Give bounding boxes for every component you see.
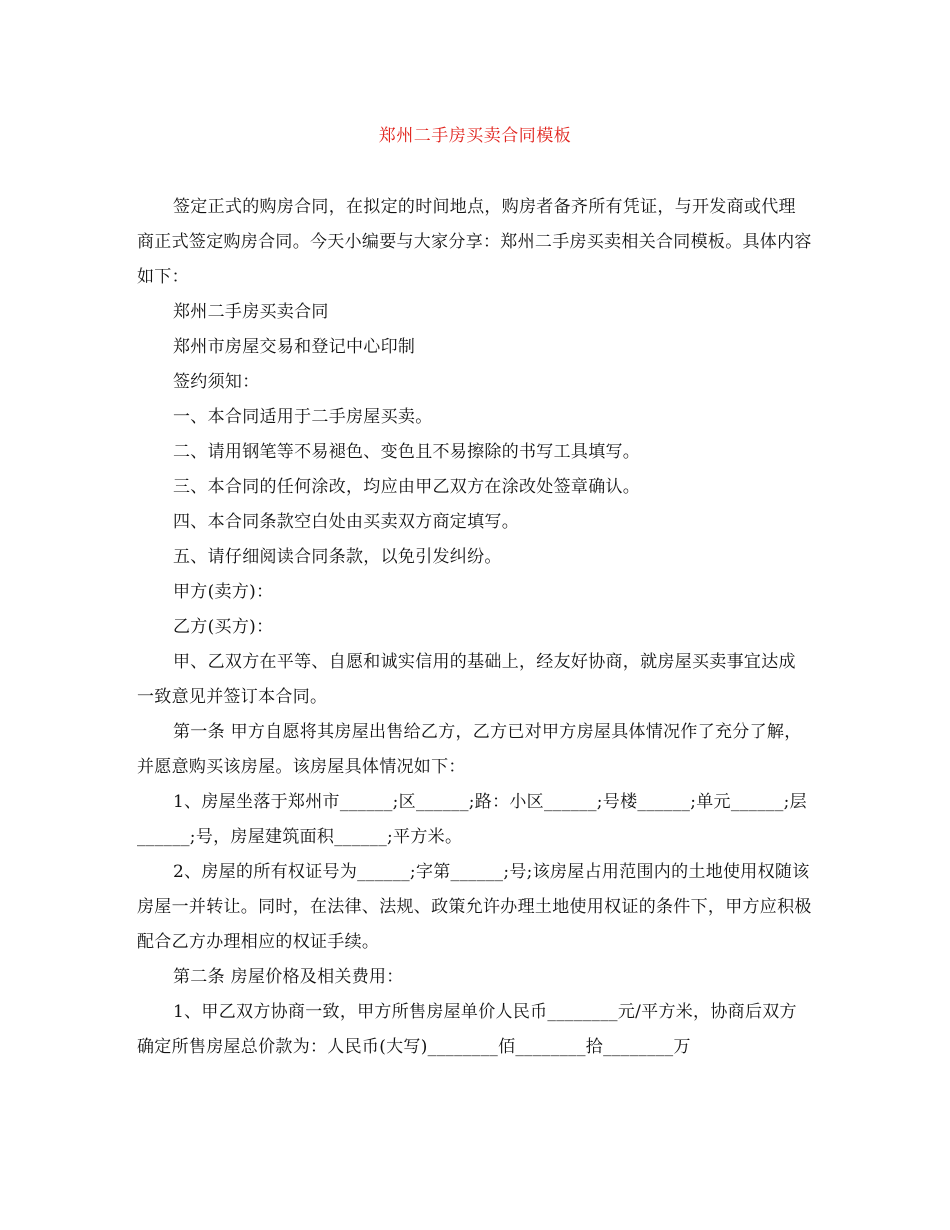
article-2-item-1: 1、甲乙双方协商一致，甲方所售房屋单价人民币________元/平方米，协商后双方确定所售房屋总价款为：人民币(大写)________佰________拾________万 — [137, 1002, 797, 1057]
agreement-preamble: 甲、乙双方在平等、自愿和诚实信用的基础上，经友好协商，就房屋买卖事宜达成一致意见并签订本合同。 — [137, 652, 796, 707]
party-b-line: 乙方(买方)： — [173, 617, 274, 637]
printer-line: 郑州市房屋交易和登记中心印制 — [173, 337, 416, 357]
notice-item-4: 四、本合同条款空白处由买卖双方商定填写。 — [173, 512, 519, 532]
article-1: 第一条 甲方自愿将其房屋出售给乙方，乙方已对甲方房屋具体情况作了充分了解，并愿意购买该房屋。该房屋具体情况如下： — [137, 722, 802, 777]
article-1-item-2: 2、房屋的所有权证号为______;字第______;号;该房屋占用范围内的土地使用权随该房屋一并转让。同时，在法律、法规、政策允许办理土地使用权证的条件下，甲方应积极配合乙方办理相应的权证手续。 — [137, 862, 812, 952]
intro-paragraph: 签定正式的购房合同，在拟定的时间地点，购房者备齐所有凭证，与开发商或代理商正式签定购房合同。今天小编要与大家分享：郑州二手房买卖相关合同模板。具体内容如下： — [137, 197, 812, 287]
article-1-item-1: 1、房屋坐落于郑州市______;区______;路：小区______;号楼______;单元______;层______;号，房屋建筑面积______;平方米。 — [137, 792, 807, 847]
notice-item-1: 一、本合同适用于二手房屋买卖。 — [173, 407, 433, 427]
document-body — [137, 190, 813, 1065]
document-title: 郑州二手房买卖合同模板 — [378, 126, 572, 146]
notice-item-3: 三、本合同的任何涂改，均应由甲乙双方在涂改处签章确认。 — [173, 477, 641, 497]
party-a-line: 甲方(卖方)： — [173, 582, 274, 602]
notice-heading: 签约须知： — [173, 372, 260, 392]
contract-name: 郑州二手房买卖合同 — [173, 302, 329, 322]
article-2-heading: 第二条 房屋价格及相关费用： — [173, 967, 404, 987]
notice-item-2: 二、请用钢笔等不易褪色、变色且不易擦除的书写工具填写。 — [173, 442, 641, 462]
notice-item-5: 五、请仔细阅读合同条款，以免引发纠纷。 — [173, 547, 502, 567]
